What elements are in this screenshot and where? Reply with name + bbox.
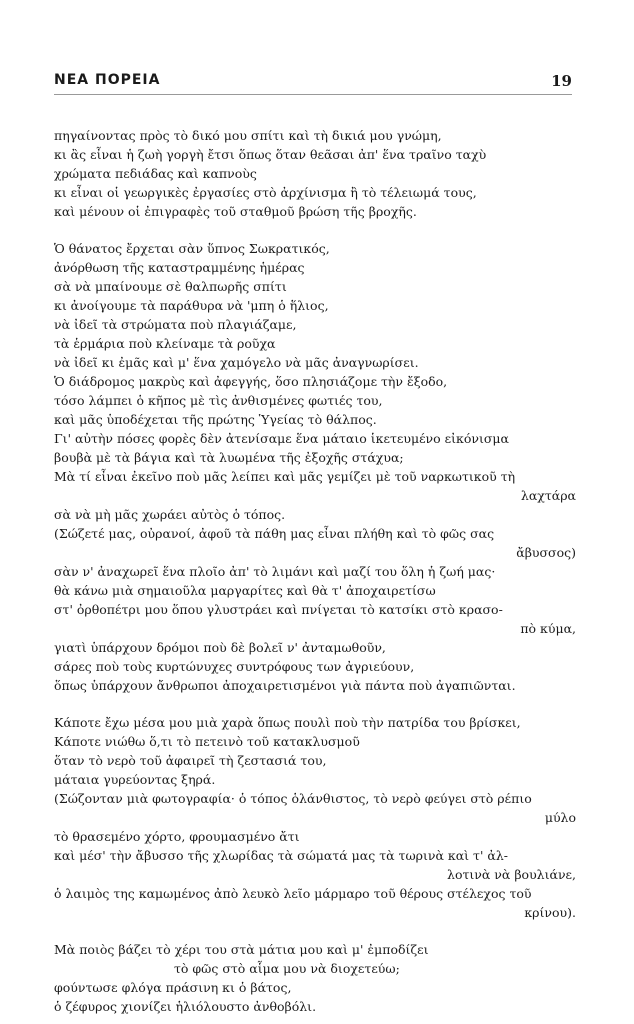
poem-line: θὰ κάνω μιὰ σημαιοῦλα μαργαρίτες καὶ θὰ τ' ἀποχαιρετίσω — [54, 583, 436, 598]
poem-text — [54, 126, 576, 1016]
stanza-4 — [54, 940, 576, 1016]
poem-line: φούντωσε φλόγα πράσινη κι ὁ βάτος, — [54, 980, 292, 995]
poem-line: ὅπως ὑπάρχουν ἄνθρωποι ἀποχαιρετισμένοι γιὰ πάντα ποὺ ἀγαπιῶνται. — [54, 678, 516, 693]
stanza-gap — [54, 695, 576, 713]
poem-line: καὶ μέσ' τὴν ἄβυσσο τῆς χλωρίδας τὰ σώματά μας τὰ τωρινὰ καὶ τ' ἀλ- — [54, 848, 508, 863]
poem-line: κι ἀνοίγουμε τὰ παράθυρα νὰ 'μπη ὁ ἥλιος, — [54, 298, 329, 313]
poem-line: κι εἶναι οἱ γεωργικὲς ἐργασίες στὸ ἀρχίνισμα ἢ τὸ τέλειωμά τους, — [54, 185, 477, 200]
poem-line: σάρες ποὺ τοὺς κυρτώνυχες συντρόφους των ἀγριεύουν, — [54, 659, 415, 674]
poem-line: βουβὰ μὲ τὰ βάγια καὶ τὰ λυωμένα τῆς ἐξοχῆς στάχυα; — [54, 450, 404, 465]
poem-line: (Σώζονταν μιὰ φωτογραφία· ὁ τόπος ὁλάνθιστος, τὸ νερὸ φεύγει στὸ ρέπιο — [54, 791, 532, 806]
poem-line-indented: τὸ φῶς στὸ αἷμα μου νὰ διοχετεύω; — [174, 961, 400, 976]
poem-line: στ' ὀρθοπέτρι μου ὅπου γλυστράει καὶ πνίγεται τὸ κατσίκι στὸ κρασο- — [54, 602, 503, 617]
header-rule — [54, 94, 572, 95]
poem-line: σὰν ν' ἀναχωρεῖ ἕνα πλοῖο ἀπ' τὸ λιμάνι καὶ μαζί του ὅλη ἡ ζωή μας· — [54, 564, 496, 579]
poem-line: σὰ νὰ μπαίνουμε σὲ θαλπωρῆς σπίτι — [54, 279, 287, 294]
poem-line-continuation: κρίνου). — [524, 905, 576, 920]
poem-line-continuation: μύλο — [544, 810, 576, 825]
poem-line: κι ἂς εἶναι ἡ ζωὴ γοργὴ ἔτσι ὅπως ὅταν θεᾶσαι ἀπ' ἕνα τραῖνο ταχὺ — [54, 147, 487, 162]
poem-line: ὁ ζέφυρος χιονίζει ἡλιόλουστο ἀνθοβόλι. — [54, 999, 317, 1014]
stanza-gap — [54, 221, 576, 239]
poem-line: Μὰ τί εἶναι ἐκεῖνο ποὺ μᾶς λείπει καὶ μᾶς γεμίζει μὲ τοῦ ναρκωτικοῦ τὴ — [54, 469, 516, 484]
poem-line: τὸ θρασεμένο χόρτο, φρουμασμένο ἄτι — [54, 829, 300, 844]
poem-line: καὶ μένουν οἱ ἐπιγραφὲς τοῦ σταθμοῦ βρώση τῆς βροχῆς. — [54, 204, 417, 219]
poem-line: τὰ ἑρμάρια ποὺ κλείναμε τὰ ροῦχα — [54, 336, 276, 351]
poem-line-continuation: ἄβυσσος) — [516, 545, 576, 560]
poem-line: ὁ λαιμὸς της καμωμένος ἀπὸ λευκὸ λεῖο μάρμαρο τοῦ θέρους στέλεχος τοῦ — [54, 886, 532, 901]
poem-line: σὰ νὰ μὴ μᾶς χωράει αὐτὸς ὁ τόπος. — [54, 507, 286, 522]
poem-line: Ὁ θάνατος ἔρχεται σὰν ὕπνος Σωκρατικός, — [54, 241, 330, 256]
page-number: 19 — [551, 72, 572, 90]
poem-line: γιατὶ ὑπάρχουν δρόμοι ποὺ δὲ βολεῖ ν' ἀνταμωθοῦν, — [54, 640, 386, 655]
poem-line: καὶ μᾶς ὑποδέχεται τῆς πρώτης Ὑγείας τὸ θάλπος. — [54, 412, 377, 427]
poem-line: Ὁ διάδρομος μακρὺς καὶ ἀφεγγής, ὅσο πλησιάζομε τὴν ἔξοδο, — [54, 374, 448, 389]
stanza-1 — [54, 126, 576, 221]
poem-line: νὰ ἰδεῖ κι ἐμᾶς καὶ μ' ἕνα χαμόγελο νὰ μᾶς ἀναγνωρίσει. — [54, 355, 419, 370]
poem-line-continuation: λαχτάρα — [520, 488, 576, 503]
poem-line: χρώματα πεδιάδας καὶ καπνοὺς — [54, 166, 257, 181]
poem-line: πηγαίνοντας πρὸς τὸ δικό μου σπίτι καὶ τὴ δικιά μου γνώμη, — [54, 128, 442, 143]
poem-line: τόσο λάμπει ὁ κῆπος μὲ τὶς ἀνθισμένες φωτιές του, — [54, 393, 383, 408]
journal-title: ΝΕΑ ΠΟΡΕΙΑ — [54, 72, 161, 88]
poem-line: Γι' αὐτὴν πόσες φορὲς δὲν ἀτενίσαμε ἕνα μάταιο ἱκετευμένο εἰκόνισμα — [54, 431, 509, 446]
stanza-2 — [54, 239, 576, 695]
poem-line: μάταια γυρεύοντας ξηρά. — [54, 772, 216, 787]
poem-line: νὰ ἰδεῖ τὰ στρώματα ποὺ πλαγιάζαμε, — [54, 317, 297, 332]
poem-line: (Σώζετέ μας, οὐρανοί, ἀφοῦ τὰ πάθη μας εἶναι πλήθη καὶ τὸ φῶς σας — [54, 526, 495, 541]
poem-line: ἀνόρθωση τῆς καταστραμμένης ἡμέρας — [54, 260, 305, 275]
poem-line: ὅταν τὸ νερὸ τοῦ ἀφαιρεῖ τὴ ζεστασιά του, — [54, 753, 327, 768]
poem-line: Κάποτε ἔχω μέσα μου μιὰ χαρὰ ὅπως πουλὶ ποὺ τὴν πατρίδα του βρίσκει, — [54, 715, 521, 730]
stanza-gap — [54, 922, 576, 940]
poem-line: Κάποτε νιώθω ὅ,τι τὸ πετεινὸ τοῦ κατακλυσμοῦ — [54, 734, 360, 749]
poem-line-continuation: λοτινὰ νὰ βουλιάνε, — [447, 867, 576, 882]
poem-line: Μὰ ποιὸς βάζει τὸ χέρι του στὰ μάτια μου καὶ μ' ἐμποδίζει — [54, 942, 429, 957]
page-header — [54, 72, 572, 94]
stanza-3 — [54, 713, 576, 922]
poem-line-continuation: πὸ κύμα, — [520, 621, 576, 636]
